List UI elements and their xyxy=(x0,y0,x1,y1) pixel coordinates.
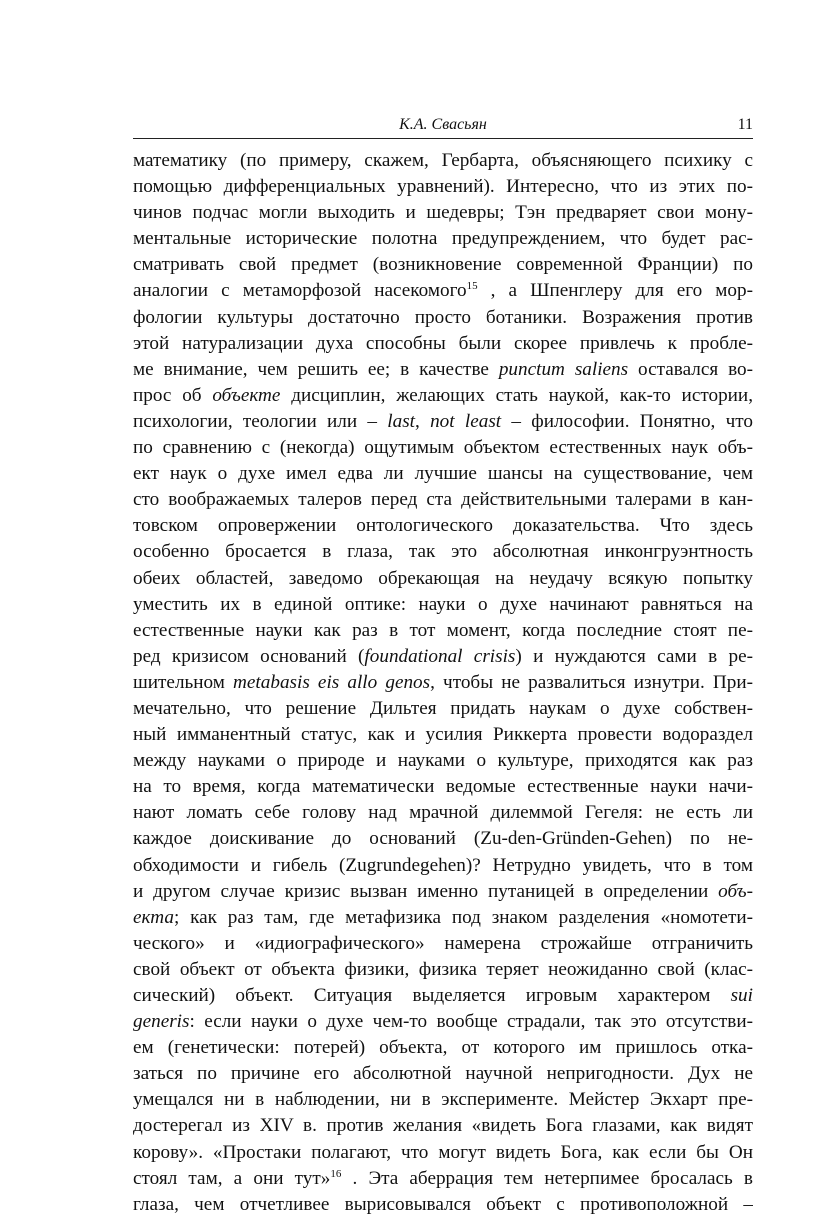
text-run: сматривать свой предмет (возникновение современной Франции) по xyxy=(133,254,753,276)
text-line xyxy=(133,879,753,905)
text-line xyxy=(133,1166,753,1192)
text-run: – философии. Понятно, что xyxy=(501,410,753,432)
text-run: нают ломать себе голову над мрачной дилеммой Гегеля: не есть ли xyxy=(133,802,753,824)
italic-term: generis xyxy=(133,1011,190,1033)
text-line xyxy=(133,696,753,722)
text-run: глаза, чем отчетливее вырисовывался объект с противоположной – xyxy=(133,1193,753,1215)
text-run: ект наук о духе имел едва ли лучшие шансы на существование, чем xyxy=(133,463,753,485)
italic-term: metabasis eis allo genos xyxy=(233,671,431,693)
text-run: ментальные исторические полотна предупреждением, что будет рас- xyxy=(133,228,753,250)
text-run: свой объект от объекта физики, физика теряет неожиданно свой (клас- xyxy=(133,958,753,980)
text-line xyxy=(133,748,753,774)
footnote-ref: 16 xyxy=(330,1167,342,1180)
text-line xyxy=(133,826,753,852)
text-run: аналогии с метаморфозой насекомого xyxy=(133,280,467,302)
text-line xyxy=(133,592,753,618)
text-run: достерегал из XIV в. против желания «видеть Бога глазами, как видят xyxy=(133,1115,753,1137)
body-text xyxy=(133,148,753,1218)
text-run: математику (по примеру, скажем, Гербарта, объясняющего психику с xyxy=(133,150,753,171)
text-run: ный имманентный статус, как и усилия Риккерта провести водораздел xyxy=(133,724,753,746)
text-run: обеих областей, заведомо обрекающая на неудачу всякую попытку xyxy=(133,567,753,589)
text-run: уместить их в единой оптике: науки о духе начинают равняться на xyxy=(133,593,753,615)
text-line xyxy=(133,174,753,200)
text-line xyxy=(133,1192,753,1218)
text-run: естественные науки как раз в тот момент, когда последние стоят пе- xyxy=(133,619,753,641)
text-line xyxy=(133,670,753,696)
text-line xyxy=(133,226,753,252)
text-line xyxy=(133,200,753,226)
text-line xyxy=(133,800,753,826)
text-run: каждое доискивание до оснований (Zu-den-Gründen-Gehen) по не- xyxy=(133,828,753,850)
text-line xyxy=(133,409,753,435)
text-line xyxy=(133,1087,753,1113)
text-line xyxy=(133,905,753,931)
text-run: фологии культуры достаточно просто ботаники. Возражения против xyxy=(133,306,753,328)
text-line xyxy=(133,1035,753,1061)
text-run: ме внимание, чем решить ее; в качестве xyxy=(133,358,499,380)
text-line xyxy=(133,148,753,174)
text-line xyxy=(133,1113,753,1139)
text-line xyxy=(133,774,753,800)
italic-term: punctum saliens xyxy=(498,358,629,380)
text-run: корову». «Простаки полагают, что могут видеть Бога, как если бы Он xyxy=(133,1141,753,1163)
text-line xyxy=(133,722,753,748)
text-run: особенно бросается в глаза, так это абсолютная инконгруэнтность xyxy=(133,541,753,563)
text-line xyxy=(133,331,753,357)
text-run: ред кризисом оснований ( xyxy=(133,645,365,667)
text-run: сический) объект. Ситуация выделяется игровым характером xyxy=(133,985,731,1006)
text-line xyxy=(133,1140,753,1166)
text-run: ) и нуждаются сами в ре- xyxy=(515,645,753,667)
text-run: сто воображаемых талеров перед ста действительными талерами в кан- xyxy=(133,489,753,511)
text-line xyxy=(133,644,753,670)
italic-term: екта xyxy=(133,906,174,928)
text-line xyxy=(133,618,753,644)
text-line xyxy=(133,383,753,409)
text-line xyxy=(133,252,753,278)
text-run: , xyxy=(415,410,431,432)
italic-term: foundational crisis xyxy=(364,645,516,667)
text-line xyxy=(133,853,753,879)
text-line xyxy=(133,305,753,331)
text-line xyxy=(133,539,753,565)
text-line xyxy=(133,983,753,1009)
text-run: умещался ни в наблюдении, ни в эксперименте. Мейстер Экхарт пре- xyxy=(133,1089,753,1111)
text-line xyxy=(133,1009,753,1035)
text-line xyxy=(133,278,753,304)
italic-term: объ- xyxy=(718,880,753,902)
text-run: , а Шпенглеру для его мор- xyxy=(477,280,753,302)
text-line xyxy=(133,435,753,461)
text-run: мечательно, что решение Дильтея придать наукам о духе собствен- xyxy=(133,697,753,719)
text-run: по сравнению с (некогда) ощутимым объектом естественных наук объ- xyxy=(133,437,753,459)
text-line xyxy=(133,931,753,957)
running-header xyxy=(133,112,753,139)
text-run: : если науки о духе чем-то вообще страдали, так это отсутстви- xyxy=(189,1011,753,1033)
text-run: . Эта аберрация тем нетерпимее бросалась в xyxy=(341,1167,753,1189)
text-line xyxy=(133,461,753,487)
text-run: между науками о природе и науками о культуре, приходятся как раз xyxy=(133,750,753,772)
text-run: ем (генетически: потерей) объекта, от которого им пришлось отка- xyxy=(133,1037,753,1059)
text-run: обходимости и гибель (Zugrundegehen)? Нетрудно увидеть, что в том xyxy=(133,854,753,876)
italic-term: not least xyxy=(430,410,502,432)
text-run: ; как раз там, где метафизика под знаком разделения «номотети- xyxy=(173,906,753,928)
text-run: ческого» и «идиографического» намерена строжайше отграничить xyxy=(133,932,753,954)
text-run: дисциплин, желающих стать наукой, как-то истории, xyxy=(280,384,753,406)
text-run: товском опровержении онтологического доказательства. Что здесь xyxy=(133,515,753,537)
text-run: прос об xyxy=(133,384,213,406)
text-run: на то время, когда математически ведомые естественные науки начи- xyxy=(133,776,753,798)
text-run: заться по причине его абсолютной научной непригодности. Дух не xyxy=(133,1063,753,1085)
page-number: 11 xyxy=(737,116,753,133)
text-run: психологии, теологии или – xyxy=(133,410,388,432)
italic-term: sui xyxy=(730,985,753,1006)
italic-term: last xyxy=(387,410,415,432)
text-run: , чтобы не развалиться изнутри. При- xyxy=(430,671,753,693)
text-run: помощью дифференциальных уравнений). Интересно, что из этих по- xyxy=(133,176,753,198)
footnote-ref: 15 xyxy=(466,280,478,293)
header-author: К.А. Свасьян xyxy=(399,116,487,133)
text-run: этой натурализации духа способны были скорее привлечь к пробле- xyxy=(133,332,753,354)
text-run: и другом случае кризис вызван именно путаницей в определении xyxy=(133,880,719,902)
text-run: стоял там, а они тут» xyxy=(133,1167,331,1189)
text-line xyxy=(133,513,753,539)
text-run: шительном xyxy=(133,671,234,693)
italic-term: объекте xyxy=(212,384,281,406)
text-run: оставался во- xyxy=(628,358,753,380)
text-line xyxy=(133,566,753,592)
text-line xyxy=(133,487,753,513)
text-line xyxy=(133,1061,753,1087)
text-line xyxy=(133,957,753,983)
text-run: чинов подчас могли выходить и шедевры; Тэн предваряет свои мону- xyxy=(133,202,753,224)
text-line xyxy=(133,357,753,383)
